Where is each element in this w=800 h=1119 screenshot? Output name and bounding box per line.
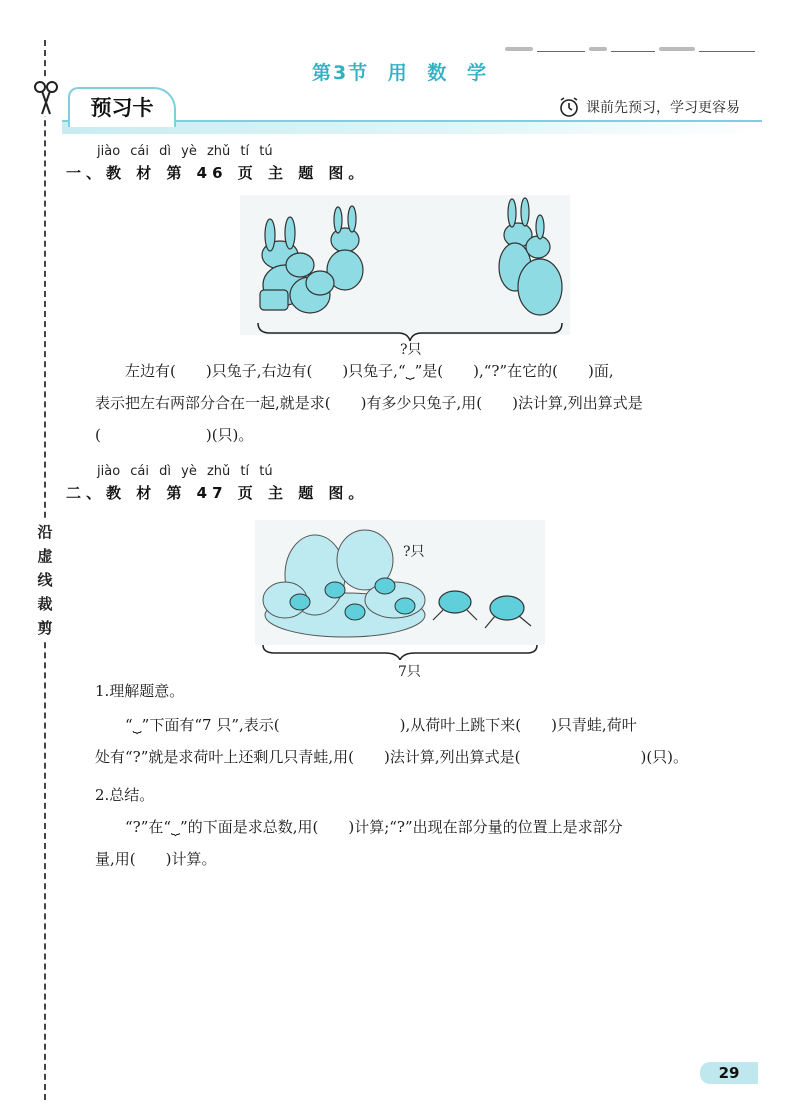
q1-line-2: 表示把左右两部分合在一起,就是求( )有多少只兔子,用( )法计算,列出算式是 bbox=[95, 394, 643, 412]
q2-item2-line-1: “?”在“⏟”的下面是求总数,用( )计算;“?”出现在部分量的位置上是求部分 bbox=[125, 818, 623, 836]
q2-total-label: 7只 bbox=[398, 664, 421, 680]
cut-along-line-label: 沿虚线裁剪 bbox=[34, 520, 56, 640]
header-slogan bbox=[558, 94, 740, 120]
q2-heading: 二、教 材 第 47 页 主 题 图。 bbox=[66, 484, 369, 502]
q2-item1-label: 1.理解题意。 bbox=[95, 682, 185, 700]
page-number: 29 bbox=[700, 1062, 758, 1084]
q2-item2-paragraph bbox=[95, 812, 755, 874]
slogan-text: 课前先预习，学习更容易 bbox=[586, 100, 740, 116]
section-title: 第3节 用 数 学 bbox=[311, 62, 489, 84]
q1-pinyin: jiào cái dì yè zhǔ tí tú bbox=[97, 144, 273, 159]
q2-item1-line-1: “⏟”下面有“7 只”,表示( ),从荷叶上跳下来( )只青蛙,荷叶 bbox=[125, 716, 637, 734]
alarm-clock-icon bbox=[558, 96, 580, 118]
q2-item2-label: 2.总结。 bbox=[95, 786, 155, 804]
preview-card-tab: 预习卡 bbox=[68, 87, 176, 127]
q2-pinyin: jiào cái dì yè zhǔ tí tú bbox=[97, 464, 273, 479]
q1-line-1: 左边有( )只兔子,右边有( )只兔子,“⏟”是( ),“?”在它的( )面, bbox=[125, 362, 614, 380]
student-info-blanks bbox=[505, 40, 755, 54]
scissors-icon bbox=[32, 80, 60, 116]
q1-question-label: ?只 bbox=[400, 342, 422, 358]
q1-paragraph bbox=[95, 356, 755, 450]
q2-item2-line-2: 量,用( )计算。 bbox=[95, 850, 217, 868]
q1-heading: 一、教 材 第 46 页 主 题 图。 bbox=[66, 164, 369, 182]
q1-line-3: ( )(只)。 bbox=[95, 426, 254, 444]
q2-item1-line-2: 处有“?”就是求荷叶上还剩几只青蛙,用( )法计算,列出算式是( )(只)。 bbox=[95, 748, 689, 766]
q2-item1-paragraph bbox=[95, 710, 755, 772]
q2-question-label: ?只 bbox=[403, 544, 425, 560]
rabbits-illustration bbox=[240, 195, 580, 350]
